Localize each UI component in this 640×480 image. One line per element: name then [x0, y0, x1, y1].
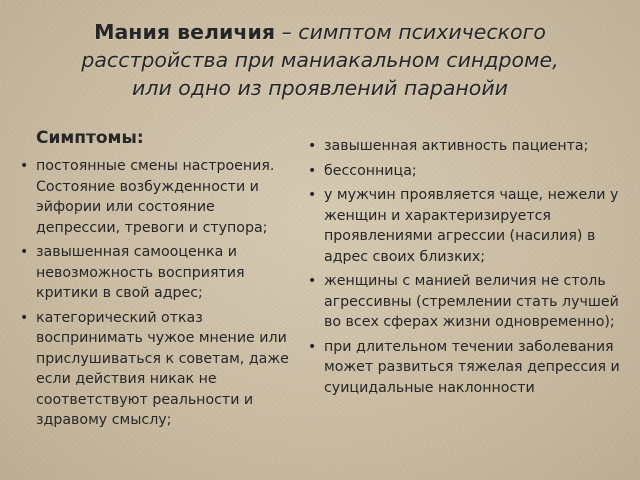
list-item [18, 156, 293, 238]
slide-title [20, 18, 620, 102]
title-term: Мания величия [94, 20, 275, 44]
list-item-text: постоянные смены настроения. Состояние возбужденности и эйфории или состояние депрессии, тревоги и ступора; [36, 158, 275, 236]
bullet-icon: • [308, 162, 317, 179]
bullet-icon: • [308, 187, 317, 203]
list-item-text: женщины с манией величия не столь агрессивны (стремлении стать лучшей во всех сферах жизни одновременно); [324, 273, 619, 330]
list-item-text: бессонница; [324, 162, 417, 179]
list-item-text: завышенная активность пациента; [324, 138, 589, 154]
list-item [306, 337, 624, 399]
list-item [306, 185, 624, 267]
bullet-icon: • [20, 309, 29, 326]
bullet-icon: • [20, 158, 29, 174]
list-item-text: завышенная самооценка и невозможность восприятия критики в свой адрес; [36, 244, 245, 301]
bullet-icon: • [308, 338, 317, 355]
title-definition-line3: или одно из проявлений паранойи [132, 76, 508, 100]
list-item [18, 308, 293, 431]
title-definition-line2: расстройства при маниакальном синдроме, [81, 48, 559, 72]
list-item [306, 161, 624, 182]
bullet-icon: • [308, 273, 317, 289]
bullet-icon: • [308, 138, 317, 154]
bullet-icon: • [20, 244, 29, 260]
list-item [306, 271, 624, 333]
symptoms-right-column [306, 136, 624, 402]
symptoms-list-right [306, 136, 624, 398]
list-item-text: при длительном течении заболевания может развиться тяжелая депрессия и суицидальные наклонности [324, 338, 620, 396]
title-definition-line1: симптом психического [298, 20, 546, 44]
list-item-text: у мужчин проявляется чаще, нежели у женщин и характеризируется проявлениями агрессии (насилия) в адрес своих близких; [324, 187, 619, 265]
list-item [18, 242, 293, 304]
list-item [306, 136, 624, 157]
symptoms-left-column [18, 126, 293, 435]
symptoms-heading: Симптомы: [36, 128, 144, 148]
symptoms-list-left [18, 156, 293, 431]
title-dash: – [275, 20, 299, 44]
list-item-text: категорический отказ воспринимать чужое мнение или прислушиваться к советам, даже если действия никак не соответствуют реальности и здравому смыслу; [36, 309, 289, 428]
